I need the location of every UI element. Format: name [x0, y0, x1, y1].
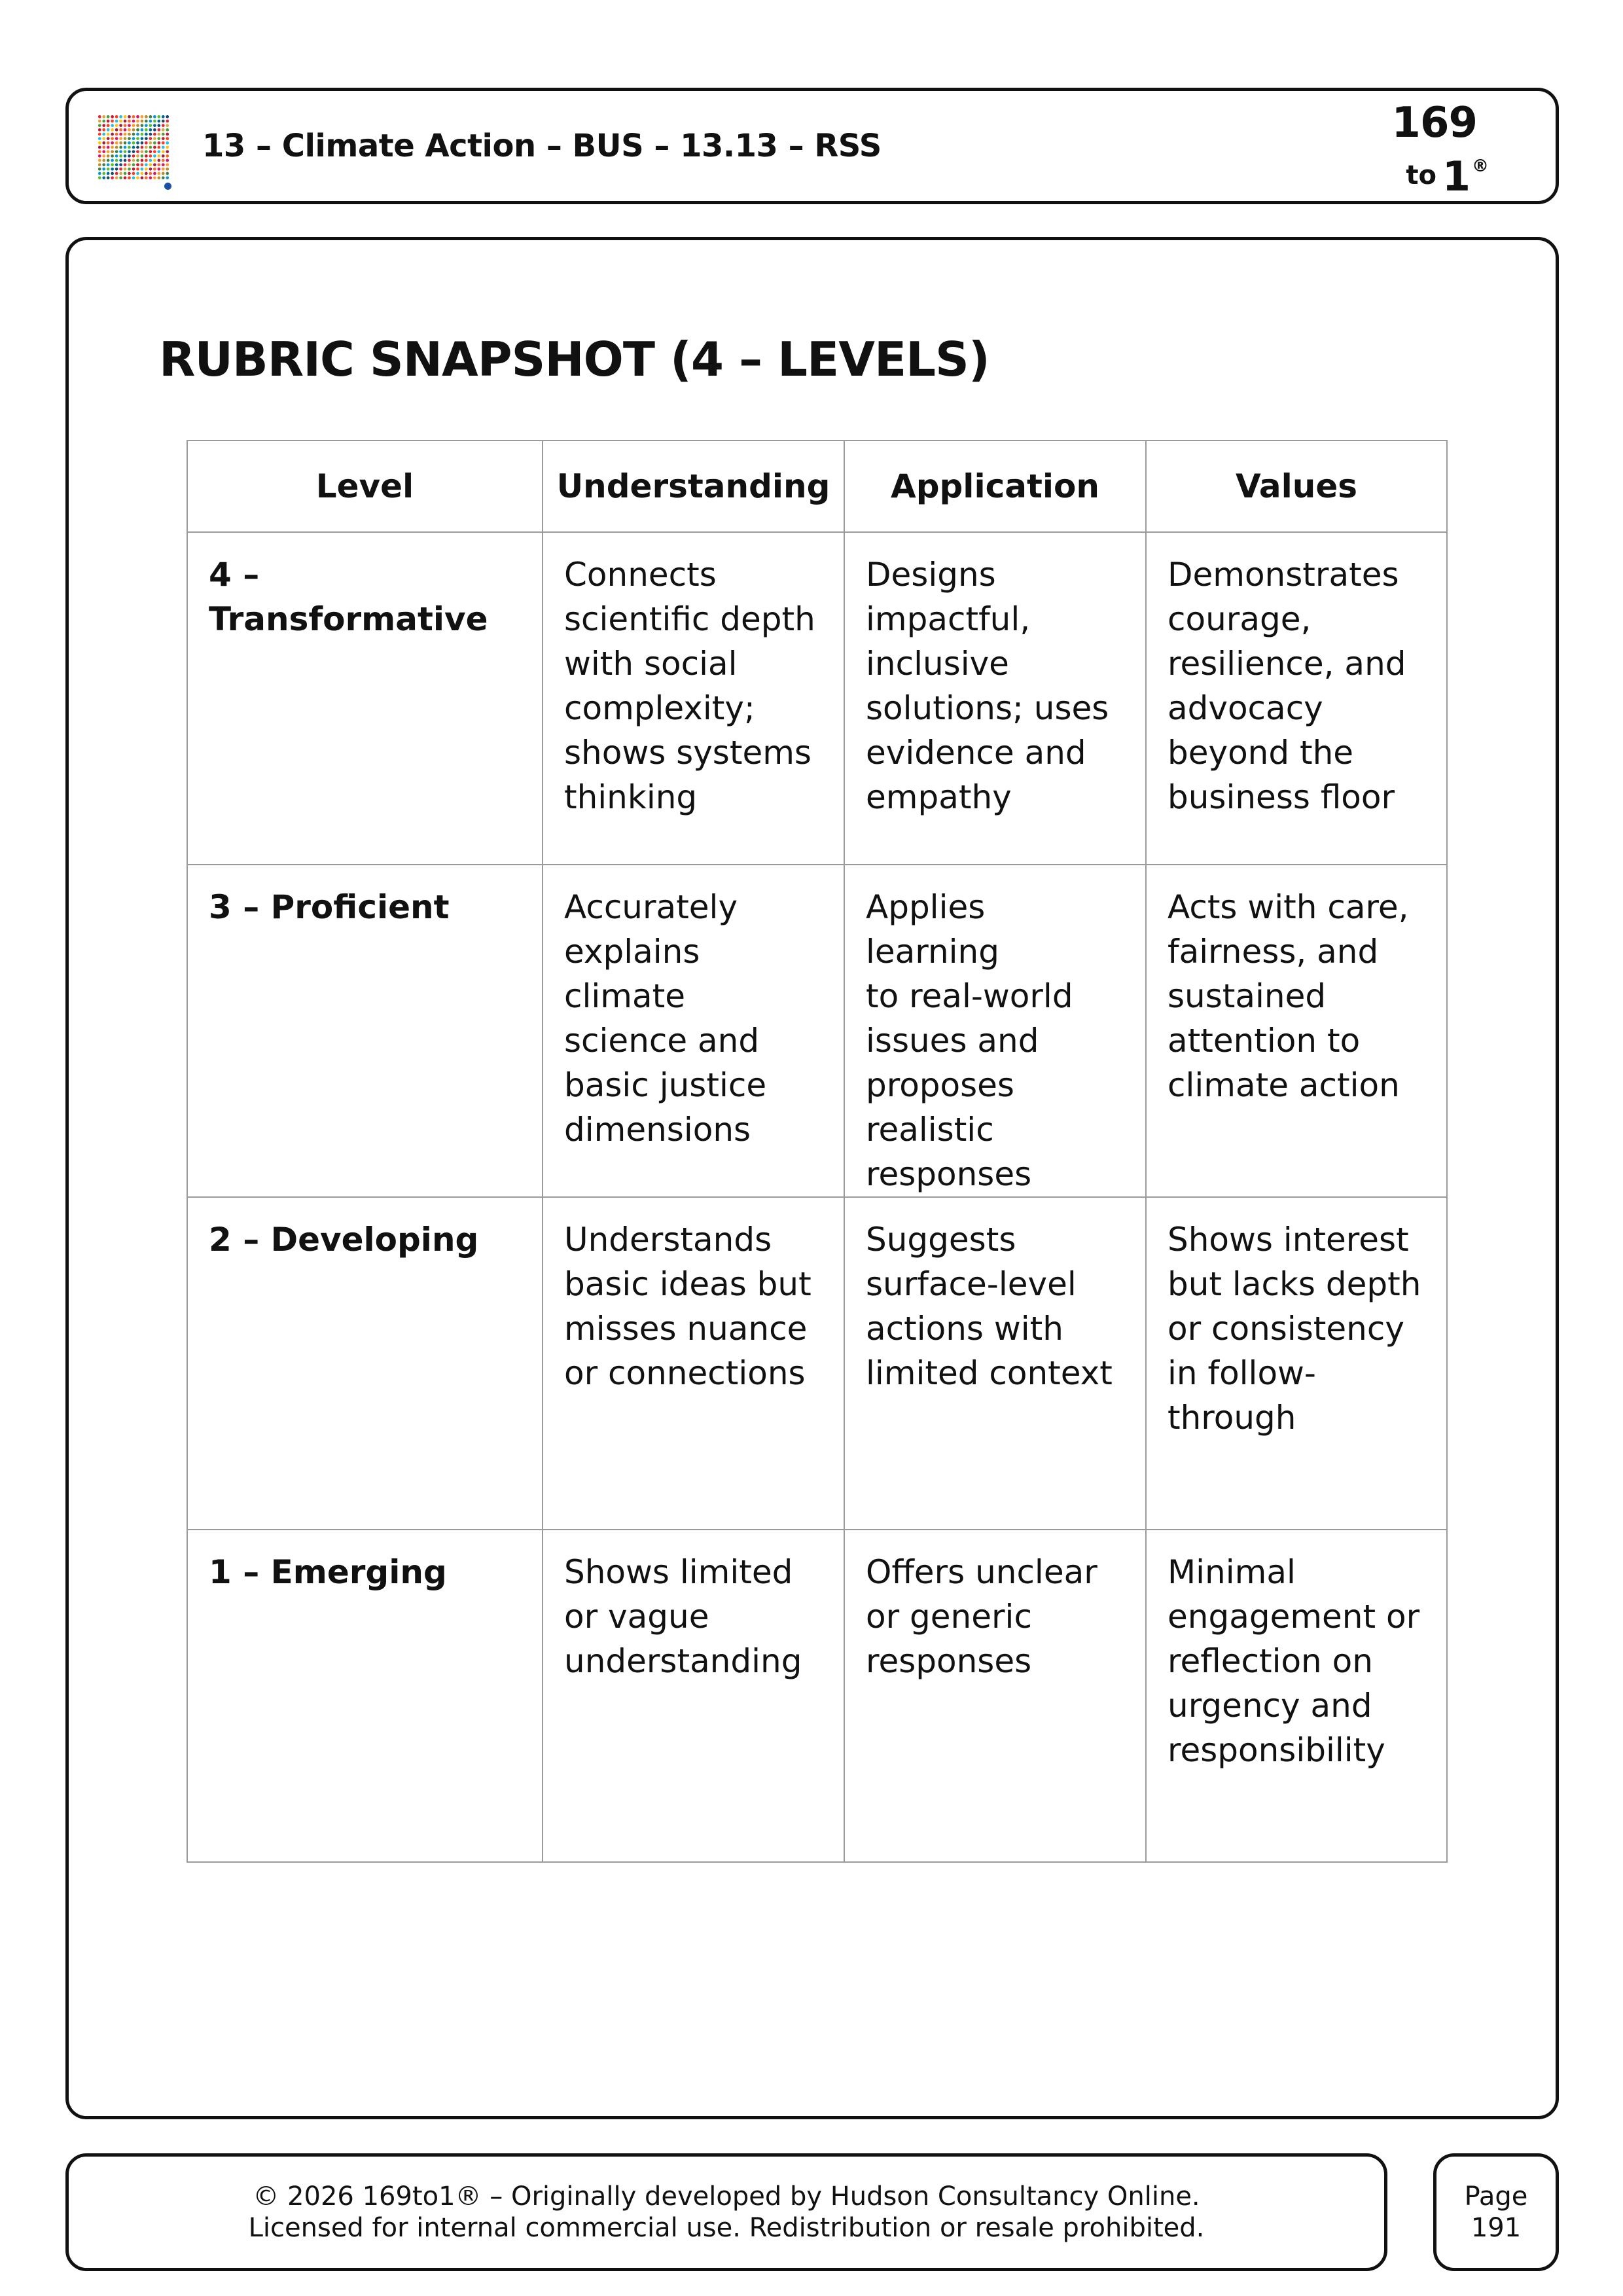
logo-dot	[119, 176, 122, 179]
logo-dot	[136, 154, 139, 158]
logo-dot	[157, 133, 160, 136]
logo-dot	[107, 159, 110, 162]
logo-dot	[119, 163, 122, 166]
logo-dot	[157, 168, 160, 171]
logo-dot	[132, 168, 135, 171]
logo-dot	[149, 120, 152, 123]
table-header-row	[187, 440, 1447, 532]
logo-dot	[145, 137, 148, 140]
logo-dot	[157, 115, 160, 118]
logo-dot	[162, 133, 165, 136]
understanding-cell: Connects scientific depth with social complexity; shows systems thinking	[543, 532, 844, 865]
logo-dot	[141, 128, 144, 132]
logo-dot	[136, 163, 139, 166]
logo-dot	[153, 172, 156, 175]
logo-dot	[166, 120, 169, 123]
logo-dot	[98, 163, 101, 166]
logo-dot	[111, 159, 114, 162]
logo-dot	[136, 115, 139, 118]
logo-dot	[102, 146, 105, 149]
level-cell: 2 – Developing	[187, 1197, 543, 1530]
logo-dot	[111, 154, 114, 158]
table-row	[187, 532, 1447, 865]
logo-dot	[119, 115, 122, 118]
logo-dot	[166, 115, 169, 118]
logo-dot	[141, 168, 144, 171]
logo-dot	[136, 172, 139, 175]
level-cell: 1 – Emerging	[187, 1530, 543, 1862]
logo-dot	[166, 176, 169, 179]
logo-dot	[107, 168, 110, 171]
logo-dot	[162, 172, 165, 175]
column-header-understanding: Understanding	[543, 440, 844, 532]
logo-dot	[162, 120, 165, 123]
logo-dot	[107, 120, 110, 123]
logo-dot	[145, 176, 148, 179]
logo-dot	[119, 150, 122, 153]
logo-dot	[98, 154, 101, 158]
logo-dot	[153, 154, 156, 158]
logo-dot	[149, 115, 152, 118]
logo-dot	[115, 133, 118, 136]
logo-dot	[98, 120, 101, 123]
logo-dot	[166, 168, 169, 171]
logo-dot	[157, 137, 160, 140]
logo-dot	[153, 133, 156, 136]
logo-dot	[115, 168, 118, 171]
logo-dot	[98, 150, 101, 153]
logo-dot	[119, 124, 122, 127]
logo-dot	[107, 146, 110, 149]
logo-dot	[124, 146, 127, 149]
logo-dot	[102, 124, 105, 127]
logo-dot	[162, 115, 165, 118]
values-cell: Minimal engagement or reflection on urgency and responsibility	[1146, 1530, 1447, 1862]
logo-dot	[98, 115, 101, 118]
copyright-line: © 2026 169to1® – Originally developed by Hudson Consultancy Online.	[253, 2181, 1200, 2212]
logo-dot	[115, 128, 118, 132]
logo-dot	[124, 163, 127, 166]
logo-dot	[119, 141, 122, 145]
logo-dot	[128, 133, 131, 136]
logo-dot	[128, 172, 131, 175]
logo-dot	[145, 115, 148, 118]
application-cell: Designs impactful, inclusive solutions; uses evidence and empathy	[844, 532, 1146, 865]
logo-dot	[136, 146, 139, 149]
logo-dot	[162, 146, 165, 149]
application-cell: Suggests surface-level actions with limited context	[844, 1197, 1146, 1530]
logo-dot	[145, 120, 148, 123]
logo-dot	[166, 141, 169, 145]
logo-dot	[128, 141, 131, 145]
logo-dot	[128, 176, 131, 179]
logo-dot	[166, 150, 169, 153]
page-title: RUBRIC SNAPSHOT (4 – LEVELS)	[159, 332, 990, 387]
column-header-values: Values	[1146, 440, 1447, 532]
copyright-footer	[65, 2153, 1387, 2271]
values-cell: Shows interest but lacks depth or consistency in follow- through	[1146, 1197, 1447, 1530]
content-panel	[65, 237, 1559, 2119]
logo-dot	[149, 154, 152, 158]
logo-dot	[107, 150, 110, 153]
license-line: Licensed for internal commercial use. Redistribution or resale prohibited.	[248, 2213, 1205, 2243]
logo-dot	[128, 168, 131, 171]
logo-dot	[98, 176, 101, 179]
understanding-cell: Understands basic ideas but misses nuance or connections	[543, 1197, 844, 1530]
logo-dot	[136, 128, 139, 132]
logo-dot	[153, 141, 156, 145]
logo-dot	[119, 172, 122, 175]
logo-dot	[136, 168, 139, 171]
logo-accent-dot	[164, 183, 171, 190]
logo-dot	[145, 146, 148, 149]
logo-dot	[162, 124, 165, 127]
logo-dot	[124, 141, 127, 145]
logo-dot	[132, 146, 135, 149]
logo-dot	[166, 146, 169, 149]
logo-dot	[111, 172, 114, 175]
logo-dot	[128, 124, 131, 127]
logo-dot	[111, 133, 114, 136]
logo-dot	[157, 150, 160, 153]
logo-dot	[107, 128, 110, 132]
logo-dot	[128, 115, 131, 118]
logo-dot	[115, 176, 118, 179]
logo-dot	[98, 146, 101, 149]
logo-dot	[132, 128, 135, 132]
logo-dot	[132, 172, 135, 175]
logo-dot	[132, 154, 135, 158]
logo-dot	[107, 141, 110, 145]
logo-dot	[119, 146, 122, 149]
logo-dot	[136, 176, 139, 179]
logo-dot	[157, 124, 160, 127]
logo-dot	[132, 120, 135, 123]
logo-dot	[128, 128, 131, 132]
logo-dot	[136, 124, 139, 127]
brand-logo	[1379, 98, 1489, 202]
logo-dot	[162, 150, 165, 153]
logo-dot	[102, 168, 105, 171]
logo-dot	[149, 168, 152, 171]
logo-dot	[153, 137, 156, 140]
rubric-table	[187, 440, 1448, 1863]
logo-dot	[107, 133, 110, 136]
logo-dot	[102, 163, 105, 166]
logo-dot	[145, 163, 148, 166]
logo-dot	[166, 172, 169, 175]
logo-dot	[136, 137, 139, 140]
logo-dot	[111, 124, 114, 127]
logo-dot	[157, 120, 160, 123]
logo-dot	[145, 141, 148, 145]
logo-dot	[153, 128, 156, 132]
logo-dot	[102, 141, 105, 145]
logo-dot	[162, 163, 165, 166]
logo-dot	[153, 150, 156, 153]
logo-dot	[145, 159, 148, 162]
logo-dot	[132, 124, 135, 127]
logo-dot	[153, 159, 156, 162]
logo-dot	[153, 124, 156, 127]
logo-dot	[119, 159, 122, 162]
logo-dot	[149, 141, 152, 145]
logo-dot	[124, 120, 127, 123]
level-cell: 3 – Proficient	[187, 865, 543, 1197]
logo-dot	[98, 137, 101, 140]
logo-dot	[124, 137, 127, 140]
logo-dot	[102, 133, 105, 136]
logo-dot	[157, 172, 160, 175]
logo-dot	[157, 163, 160, 166]
table-row	[187, 1530, 1447, 1862]
logo-dot	[115, 120, 118, 123]
logo-dot	[128, 159, 131, 162]
logo-dot	[107, 154, 110, 158]
logo-dot	[124, 124, 127, 127]
logo-dot	[98, 124, 101, 127]
logo-dot	[128, 150, 131, 153]
logo-dot	[157, 159, 160, 162]
logo-dot	[141, 159, 144, 162]
logo-dot	[132, 141, 135, 145]
logo-dot	[124, 176, 127, 179]
logo-dot	[102, 115, 105, 118]
logo-dot	[141, 133, 144, 136]
logo-dot	[166, 154, 169, 158]
logo-dot	[124, 154, 127, 158]
logo-dot	[102, 150, 105, 153]
logo-dot	[149, 159, 152, 162]
logo-dot	[119, 128, 122, 132]
logo-dot	[111, 141, 114, 145]
logo-dot	[149, 124, 152, 127]
logo-dot	[111, 168, 114, 171]
logo-dot	[141, 141, 144, 145]
logo-dot	[124, 115, 127, 118]
logo-dot	[119, 168, 122, 171]
logo-dot	[157, 141, 160, 145]
logo-dot	[128, 163, 131, 166]
logo-dot	[166, 137, 169, 140]
logo-dot	[145, 128, 148, 132]
logo-dot	[141, 146, 144, 149]
logo-dot	[132, 159, 135, 162]
logo-dot	[141, 120, 144, 123]
logo-dot	[111, 146, 114, 149]
logo-dot	[128, 137, 131, 140]
logo-dot	[141, 163, 144, 166]
logo-dot	[162, 137, 165, 140]
logo-dot	[157, 154, 160, 158]
logo-dot	[124, 159, 127, 162]
logo-dot	[132, 137, 135, 140]
logo-dot	[111, 150, 114, 153]
logo-dot	[153, 163, 156, 166]
logo-dot	[145, 150, 148, 153]
logo-dot	[98, 133, 101, 136]
dot-grid-logo-icon	[98, 115, 169, 180]
logo-dot	[157, 176, 160, 179]
logo-dot	[111, 176, 114, 179]
understanding-cell: Shows limited or vague understanding	[543, 1530, 844, 1862]
logo-dot	[149, 172, 152, 175]
logo-dot	[153, 120, 156, 123]
logo-dot	[124, 128, 127, 132]
brand-to: to	[1406, 160, 1436, 190]
logo-dot	[149, 176, 152, 179]
logo-dot	[136, 150, 139, 153]
logo-dot	[115, 141, 118, 145]
logo-dot	[145, 154, 148, 158]
logo-dot	[132, 133, 135, 136]
logo-dot	[111, 137, 114, 140]
brand-one: 1	[1442, 152, 1471, 200]
logo-dot	[102, 176, 105, 179]
logo-dot	[124, 168, 127, 171]
values-cell: Demonstrates courage, resilience, and advocacy beyond the business floor	[1146, 532, 1447, 865]
logo-dot	[107, 124, 110, 127]
logo-dot	[166, 159, 169, 162]
logo-dot	[102, 159, 105, 162]
understanding-cell: Accurately explains climate science and basic justice dimensions	[543, 865, 844, 1197]
logo-dot	[98, 128, 101, 132]
column-header-application: Application	[844, 440, 1146, 532]
logo-dot	[115, 150, 118, 153]
brand-registered-mark: ®	[1472, 156, 1489, 176]
logo-dot	[128, 146, 131, 149]
logo-dot	[98, 172, 101, 175]
logo-dot	[98, 168, 101, 171]
logo-dot	[153, 168, 156, 171]
logo-dot	[119, 137, 122, 140]
page-label: Page	[1464, 2181, 1528, 2212]
logo-dot	[153, 146, 156, 149]
table-row	[187, 1197, 1447, 1530]
logo-dot	[124, 150, 127, 153]
logo-dot	[157, 128, 160, 132]
logo-dot	[162, 141, 165, 145]
logo-dot	[132, 115, 135, 118]
brand-number: 169	[1391, 99, 1477, 147]
logo-dot	[166, 128, 169, 132]
logo-dot	[141, 150, 144, 153]
logo-dot	[141, 115, 144, 118]
table-row	[187, 865, 1447, 1197]
logo-dot	[111, 120, 114, 123]
logo-dot	[149, 146, 152, 149]
logo-dot	[111, 163, 114, 166]
logo-dot	[149, 163, 152, 166]
logo-dot	[115, 172, 118, 175]
logo-dot	[115, 137, 118, 140]
logo-dot	[119, 120, 122, 123]
logo-dot	[162, 176, 165, 179]
logo-dot	[111, 115, 114, 118]
column-header-level: Level	[187, 440, 543, 532]
logo-dot	[115, 154, 118, 158]
logo-dot	[111, 128, 114, 132]
logo-dot	[141, 172, 144, 175]
logo-dot	[136, 159, 139, 162]
logo-dot	[149, 133, 152, 136]
logo-dot	[136, 120, 139, 123]
page-number-box	[1433, 2153, 1559, 2271]
application-cell: Offers unclear or generic responses	[844, 1530, 1146, 1862]
application-cell: Applies learning to real-world issues and proposes realistic responses	[844, 865, 1146, 1197]
logo-dot	[145, 133, 148, 136]
logo-dot	[149, 128, 152, 132]
logo-dot	[115, 124, 118, 127]
logo-dot	[149, 137, 152, 140]
document-title: 13 – Climate Action – BUS – 13.13 – RSS	[202, 128, 882, 164]
logo-dot	[124, 133, 127, 136]
logo-dot	[124, 172, 127, 175]
logo-dot	[145, 172, 148, 175]
logo-dot	[141, 176, 144, 179]
logo-dot	[153, 176, 156, 179]
logo-dot	[115, 146, 118, 149]
logo-dot	[102, 128, 105, 132]
page-header	[65, 88, 1559, 204]
logo-dot	[119, 154, 122, 158]
page-number: 191	[1471, 2213, 1522, 2243]
logo-dot	[115, 159, 118, 162]
logo-dot	[98, 141, 101, 145]
logo-dot	[107, 115, 110, 118]
logo-dot	[102, 154, 105, 158]
logo-dot	[149, 150, 152, 153]
logo-dot	[141, 154, 144, 158]
logo-dot	[107, 163, 110, 166]
logo-dot	[166, 163, 169, 166]
logo-dot	[107, 172, 110, 175]
logo-dot	[132, 176, 135, 179]
logo-dot	[115, 163, 118, 166]
level-cell: 4 – Transformative	[187, 532, 543, 865]
logo-dot	[119, 133, 122, 136]
logo-dot	[162, 154, 165, 158]
logo-dot	[107, 137, 110, 140]
logo-dot	[166, 124, 169, 127]
logo-dot	[115, 115, 118, 118]
logo-dot	[136, 133, 139, 136]
logo-dot	[141, 124, 144, 127]
logo-dot	[128, 120, 131, 123]
logo-dot	[107, 176, 110, 179]
logo-dot	[132, 163, 135, 166]
logo-dot	[102, 120, 105, 123]
logo-dot	[153, 115, 156, 118]
logo-dot	[162, 159, 165, 162]
values-cell: Acts with care, fairness, and sustained attention to climate action	[1146, 865, 1447, 1197]
logo-dot	[162, 128, 165, 132]
logo-dot	[157, 146, 160, 149]
logo-dot	[136, 141, 139, 145]
logo-dot	[145, 124, 148, 127]
logo-dot	[162, 168, 165, 171]
logo-dot	[98, 159, 101, 162]
logo-dot	[102, 172, 105, 175]
logo-dot	[128, 154, 131, 158]
logo-dot	[166, 133, 169, 136]
logo-dot	[145, 168, 148, 171]
logo-dot	[141, 137, 144, 140]
logo-dot	[132, 150, 135, 153]
logo-dot	[102, 137, 105, 140]
